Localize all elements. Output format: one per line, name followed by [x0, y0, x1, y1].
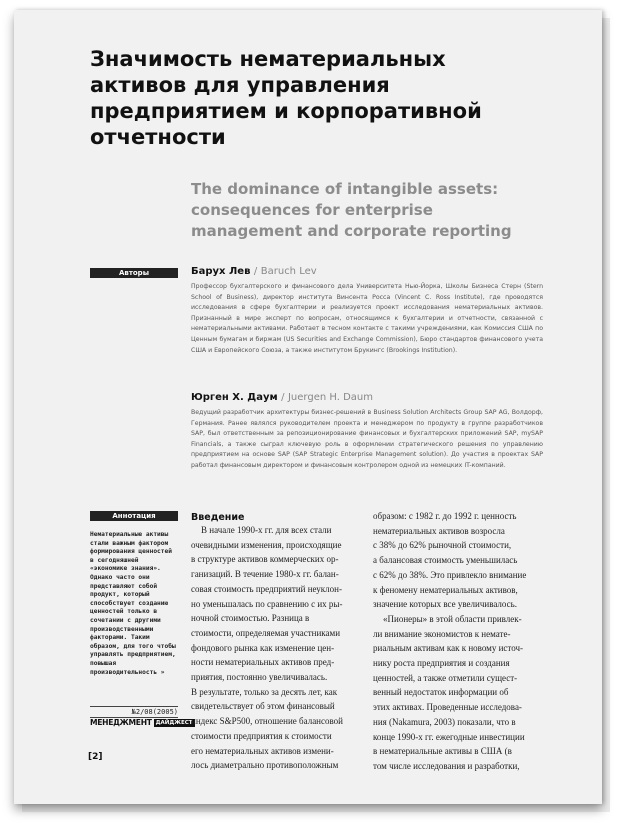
text-line: риальным активам как к новому источ- [373, 643, 524, 654]
body-column-2 [373, 509, 545, 774]
body-column-1 [191, 523, 363, 773]
author-name-1 [191, 266, 317, 277]
text-line: свидетельствует об этом финансовый [191, 701, 335, 712]
text-line: с 62% до 38%. Это привлекло внимание [373, 569, 527, 580]
text-line: том числе исследования и разработки, [373, 760, 520, 771]
author-name-ru: Юрген Х. Даум [191, 392, 278, 403]
page-number: [2] [88, 752, 103, 762]
text-line: ценностей, а также отметили сущест- [373, 672, 518, 683]
author-bio-1: Профессор бухгалтерского и финансового дела Университета Нью-Йорка, Школы Бизнеса Стерн (Stern School of Business), директор института Винсента Росса (Vincent C. Ross Institute), где проводятся исследования в сфере бухгалтерии и реализуется проект исследования нематериальных активов. Признанный в мире эксперт по вопросам, относящимся к бухгалтерии и отчетности, связанной с нематериальными активами. Работает в тесном контакте с такими учреждениями, как Комиссия США по Ценным бумагам и биржам (US Securities and Exchange Commission), Бюро стандартов финансового учета США и Европейского Союза, а также институтом Брукингс (Brookings Institution). [191, 283, 543, 354]
text-line: а балансовая стоимость уменьшилась [373, 555, 518, 566]
author-name-en: Baruch Lev [260, 266, 317, 277]
text-line: ности нематериальных активов пред- [191, 657, 335, 668]
text-line: к феномену нематериальных активов, [373, 584, 518, 595]
article-subtitle: The dominance of intangible assets: consequences for enterprise management and corporate reporting [191, 180, 512, 240]
text-line: его нематериальных активов измени- [191, 745, 334, 756]
section-heading: Введение [191, 512, 245, 523]
author-name-2 [191, 392, 373, 403]
name-separator: / [253, 266, 258, 277]
article-title: Значимость нематериальных активов для управления предприятием и корпоративной отчетности [90, 47, 482, 149]
author-name-en: Juergen H. Daum [287, 392, 373, 403]
name-separator: / [281, 392, 285, 403]
text-line: в нематериальные активы в США (в [373, 746, 512, 757]
text-line: ния (Nakamura, 2003) показали, что в [373, 716, 516, 727]
text-line: нематериальных активов возросла [373, 525, 505, 536]
authors-tag: Авторы [90, 268, 178, 278]
text-line: ганизаций. В течение 1980-х гг. балан- [191, 569, 339, 580]
magazine-subname: ДАЙДЖЕСТ [155, 719, 193, 726]
text-line: «Пионеры» в этой области привлек- [383, 613, 522, 624]
magazine-name: МЕНЕДЖМЕНТ [90, 718, 152, 727]
text-line: совая стоимость предприятий неуклон- [191, 583, 342, 594]
abstract-text: Нематериальные активы стали важным фактором формирования ценностей в сегодняшней «экономике знания». Однако часто они представляют собой продукт, который способствует созданию ценностей только в сочетании с другими производственными факторами. Таким образом, для того чтобы управлять предприятием, повышая производительность » [90, 531, 176, 676]
text-line: образом: с 1982 г. до 1992 г. ценность [373, 511, 517, 521]
text-line: лось диаметрально противоположным [191, 760, 339, 771]
text-line: этих активах. Проведенные исследова- [373, 702, 522, 713]
text-line: стоимости предприятия к стоимости [191, 730, 332, 741]
text-line: конце 1990-х гг. ежегодные инвестиции [373, 731, 525, 742]
issue-block [90, 706, 193, 727]
text-line: значение которых все увеличивалось. [373, 599, 517, 610]
text-line: но уменьшалась по сравнению с их ры- [191, 598, 343, 609]
text-line: индекс S&P500, отношение балансовой [191, 716, 343, 727]
text-line: венный недостаток информации об [373, 687, 509, 698]
text-line: с 38% до 62% рыночной стоимости, [373, 540, 512, 551]
text-line: приятия, постоянно увеличивалась. [191, 672, 328, 683]
author-name-ru: Барух Лев [191, 266, 251, 277]
text-line: В начале 1990-х гг. для всех стали [201, 525, 332, 535]
author-bio-2: Ведущий разработчик архитектуры бизнес-решений в Business Solution Architects Group SAP AG, Волдорф, Германия. Ранее являлся руководителем проекта и менеджером по продукту в группе разработчиков SAP, был ответственным за репозиционирование финансовых и бухгалтерских приложений SAP, mySAP Financials, а также сыграл ключевую роль в оформлении стратегического решения по управлению предприятием на основе SAP (SAP Strategic Enterprise Management solution). До участия в проектах SAP работал финансовым директором и финансовым контролером одной из немецких IT-компаний. [191, 409, 543, 469]
text-line: В результате, только за десять лет, как [191, 686, 338, 697]
abstract-tag: Аннотация [90, 511, 178, 521]
text-line: фондового рынка как изменение цен- [191, 642, 335, 653]
magazine-logo [90, 717, 193, 727]
issue-number: №2/08(2005) [90, 706, 178, 716]
text-line: ночной стоимостью. Разница в [191, 613, 310, 624]
text-line: ли внимание экономистов к немате- [373, 628, 511, 639]
text-line: очевидными изменения, происходящие [191, 539, 342, 550]
text-line: стоимости, определяемая участниками [191, 627, 341, 638]
text-line: в структуре активов коммерческих ор- [191, 554, 339, 565]
text-line: нику роста предприятия и создания [373, 658, 510, 669]
